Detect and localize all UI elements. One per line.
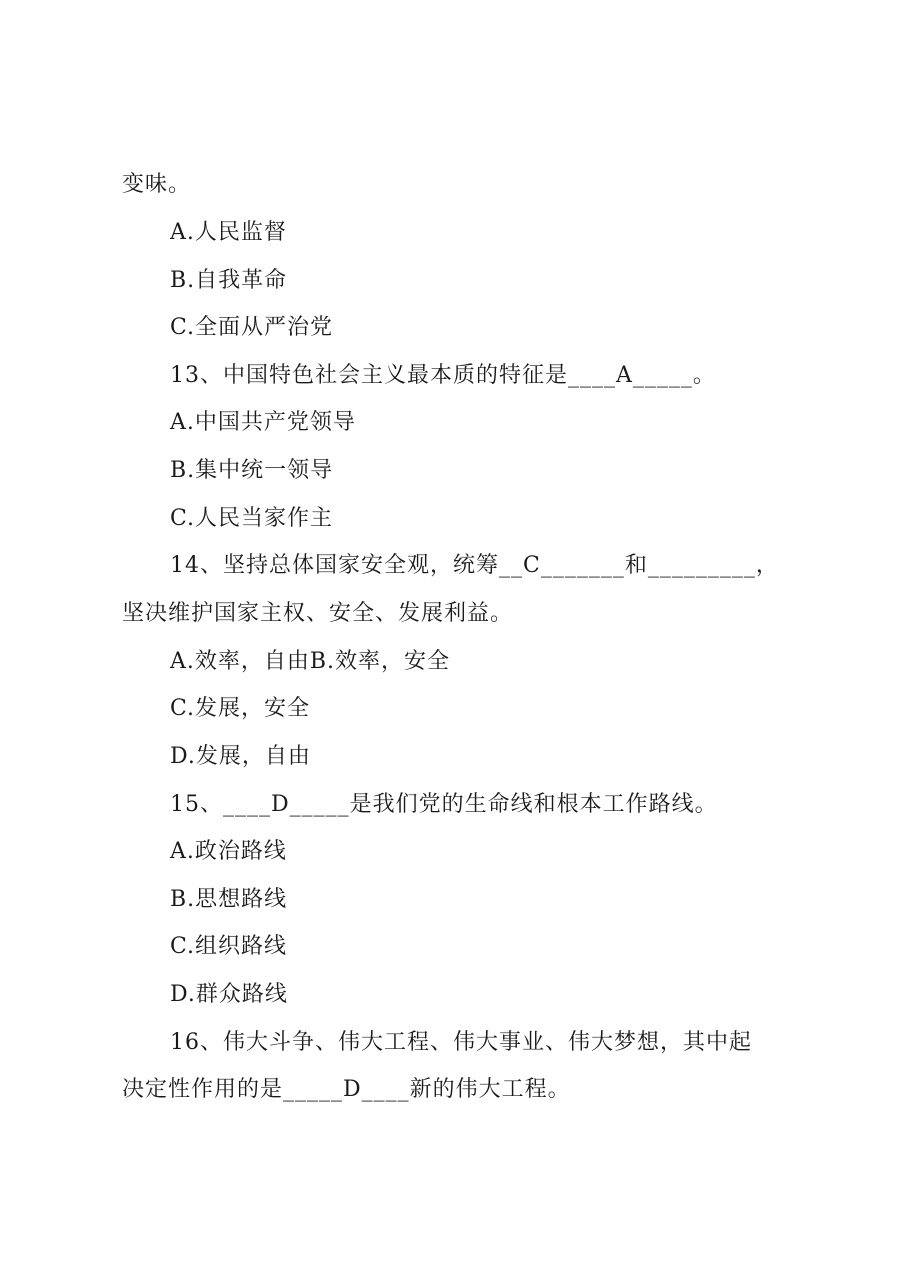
question-line: 15、____D_____是我们党的生命线和根本工作路线。 (170, 792, 718, 817)
question-line: 14、坚持总体国家安全观，统筹__C_______和_________， (170, 553, 779, 578)
option-line: A.人民监督 (170, 220, 287, 245)
option-line: C.人民当家作主 (170, 506, 334, 531)
option-line: C.发展，安全 (170, 696, 311, 721)
option-line: B.思想路线 (170, 887, 288, 912)
option-line: C.组织路线 (170, 934, 288, 959)
option-line: B.自我革命 (170, 268, 288, 293)
option-line: A.中国共产党领导 (170, 410, 356, 435)
question-line: 16、伟大斗争、伟大工程、伟大事业、伟大梦想，其中起 (170, 1030, 752, 1055)
option-line: A.政治路线 (170, 839, 287, 864)
option-line: D.发展，自由 (170, 744, 311, 769)
option-line: B.集中统一领导 (170, 458, 334, 483)
text-line: 变味。 (122, 172, 192, 197)
option-line: C.全面从严治党 (170, 315, 334, 340)
text-line: 坚决维护国家主权、安全、发展利益。 (122, 601, 514, 626)
text-line: 决定性作用的是_____D____新的伟大工程。 (122, 1077, 571, 1102)
question-line: 13、中国特色社会主义最本质的特征是____A_____。 (170, 363, 716, 388)
option-line: A.效率，自由B.效率，安全 (170, 649, 451, 674)
option-line: D.群众路线 (170, 982, 288, 1007)
